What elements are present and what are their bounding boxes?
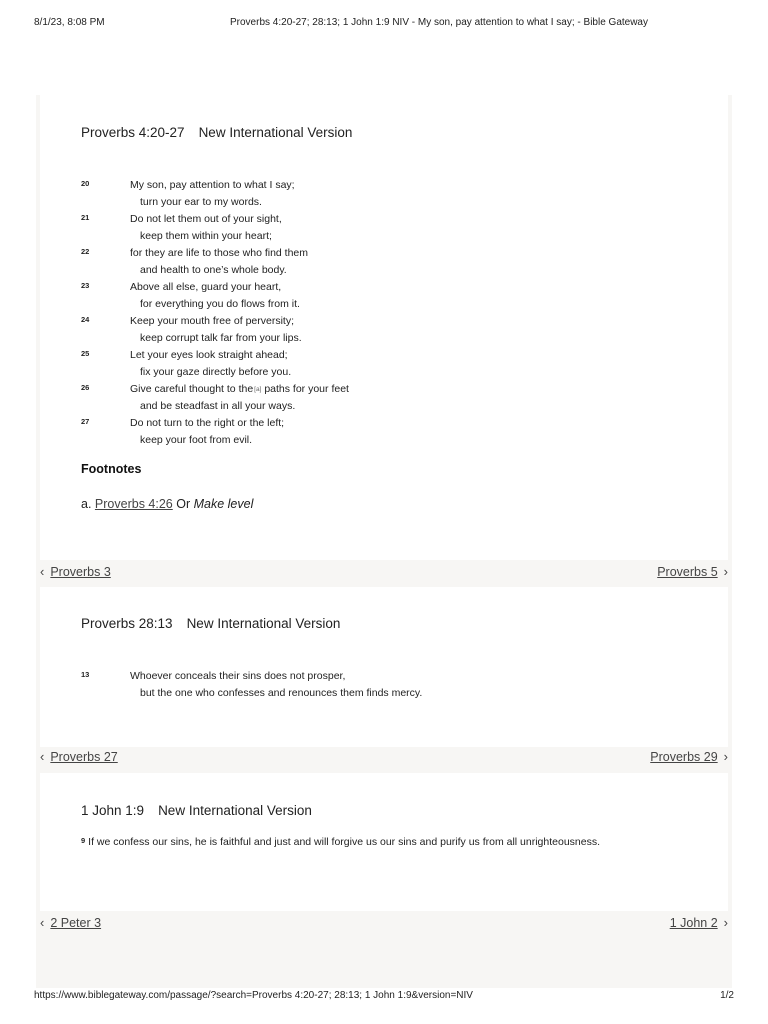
verse-line: Give careful thought to the[a] paths for your feet bbox=[130, 383, 349, 395]
verse bbox=[81, 415, 349, 449]
verse-line: My son, pay attention to what I say; bbox=[130, 179, 295, 191]
verse-line: Do not let them out of your sight, bbox=[130, 213, 282, 225]
footnote-item: a. Proverbs 4:26 Or Make level bbox=[81, 497, 254, 511]
verse-number: 9 bbox=[81, 836, 86, 845]
verse bbox=[81, 347, 349, 381]
verse-line: keep your foot from evil. bbox=[140, 434, 253, 446]
verse-text: If we confess our sins, he is faithful and just and will forgive us our sins and purify us from all unrighteousness. bbox=[88, 836, 601, 848]
verse-line: Above all else, guard your heart, bbox=[130, 281, 282, 293]
print-footer bbox=[0, 990, 768, 1004]
verse-number: 26 bbox=[81, 383, 90, 392]
verse bbox=[81, 381, 349, 415]
verse-number: 21 bbox=[81, 213, 90, 222]
verse-line: Keep your mouth free of perversity; bbox=[130, 315, 294, 327]
print-datetime: 8/1/23, 8:08 PM bbox=[34, 17, 105, 28]
verse-line: and be steadfast in all your ways. bbox=[140, 400, 296, 412]
verse-list bbox=[81, 177, 349, 449]
verse-number: 25 bbox=[81, 349, 90, 358]
chevron-right-icon: › bbox=[723, 749, 728, 764]
passage-title bbox=[81, 616, 340, 631]
next-chapter-link[interactable]: Proverbs 29 › bbox=[650, 749, 728, 764]
chapter-nav bbox=[36, 745, 732, 769]
passage-version: New International Version bbox=[198, 125, 353, 140]
chapter-nav bbox=[36, 911, 732, 935]
verse-line: Do not turn to the right or the left; bbox=[130, 417, 285, 429]
verse-number: 22 bbox=[81, 247, 90, 256]
verse bbox=[81, 668, 422, 702]
verse-list bbox=[81, 668, 422, 702]
verse-line: keep them within your heart; bbox=[140, 230, 272, 242]
passage-reference: 1 John 1:9 bbox=[81, 803, 145, 818]
verse-line: and health to one’s whole body. bbox=[140, 264, 287, 276]
verse bbox=[81, 211, 349, 245]
chevron-right-icon: › bbox=[723, 564, 728, 579]
passage-title bbox=[81, 803, 312, 818]
passage-1-john-1 bbox=[40, 773, 728, 911]
passage-version: New International Version bbox=[186, 616, 341, 631]
verse-line: Let your eyes look straight ahead; bbox=[130, 349, 288, 361]
verse-line: for they are life to those who find them bbox=[130, 247, 309, 259]
footnote-label: a. bbox=[81, 497, 92, 511]
passage-proverbs-28 bbox=[40, 587, 728, 747]
verse bbox=[81, 245, 349, 279]
footnote-marker[interactable]: [a] bbox=[254, 386, 262, 393]
verse-line: fix your gaze directly before you. bbox=[140, 366, 292, 378]
verse-line: but the one who confesses and renounces them finds mercy. bbox=[140, 687, 423, 699]
footnote-text: Make level bbox=[193, 497, 254, 511]
print-url: https://www.biblegateway.com/passage/?search=Proverbs 4:20-27; 28:13; 1 John 1:9&version=NIV bbox=[34, 990, 473, 1001]
next-chapter-link[interactable]: Proverbs 5 › bbox=[657, 564, 728, 579]
verse-number: 27 bbox=[81, 417, 90, 426]
footnotes-heading: Footnotes bbox=[81, 462, 142, 476]
print-page-number: 1/2 bbox=[720, 990, 734, 1001]
next-chapter-link[interactable]: 1 John 2 › bbox=[669, 915, 728, 930]
passage-reference: Proverbs 4:20-27 bbox=[81, 125, 185, 140]
chevron-right-icon: › bbox=[723, 915, 728, 930]
verse-line: Whoever conceals their sins does not prosper, bbox=[130, 670, 346, 682]
verse-number: 24 bbox=[81, 315, 90, 324]
prev-chapter-link[interactable]: ‹ Proverbs 27 bbox=[40, 749, 118, 764]
print-page-title: Proverbs 4:20-27; 28:13; 1 John 1:9 NIV - My son, pay attention to what I say; - Bible Gateway bbox=[230, 17, 648, 28]
chevron-left-icon: ‹ bbox=[40, 749, 45, 764]
verse-line: turn your ear to my words. bbox=[140, 196, 262, 208]
verse bbox=[81, 177, 349, 211]
prev-chapter-link[interactable]: ‹ Proverbs 3 bbox=[40, 564, 111, 579]
verse-number: 13 bbox=[81, 670, 90, 679]
chevron-left-icon: ‹ bbox=[40, 564, 45, 579]
passage-proverbs-4 bbox=[40, 95, 728, 560]
passage-version: New International Version bbox=[158, 803, 312, 818]
verse-line: for everything you do flows from it. bbox=[140, 298, 300, 310]
passage-title bbox=[81, 125, 352, 140]
verse-number: 23 bbox=[81, 281, 90, 290]
verse bbox=[81, 313, 349, 347]
prev-chapter-link[interactable]: ‹ 2 Peter 3 bbox=[40, 915, 102, 930]
verse bbox=[81, 279, 349, 313]
passage-reference: Proverbs 28:13 bbox=[81, 616, 173, 631]
page-content bbox=[36, 95, 732, 988]
print-header bbox=[0, 17, 768, 33]
verse-line: keep corrupt talk far from your lips. bbox=[140, 332, 302, 344]
chevron-left-icon: ‹ bbox=[40, 915, 45, 930]
footnote-reference-link[interactable]: Proverbs 4:26 bbox=[94, 497, 173, 511]
verse-number: 20 bbox=[81, 179, 90, 188]
chapter-nav bbox=[36, 560, 732, 584]
verse bbox=[81, 836, 600, 848]
